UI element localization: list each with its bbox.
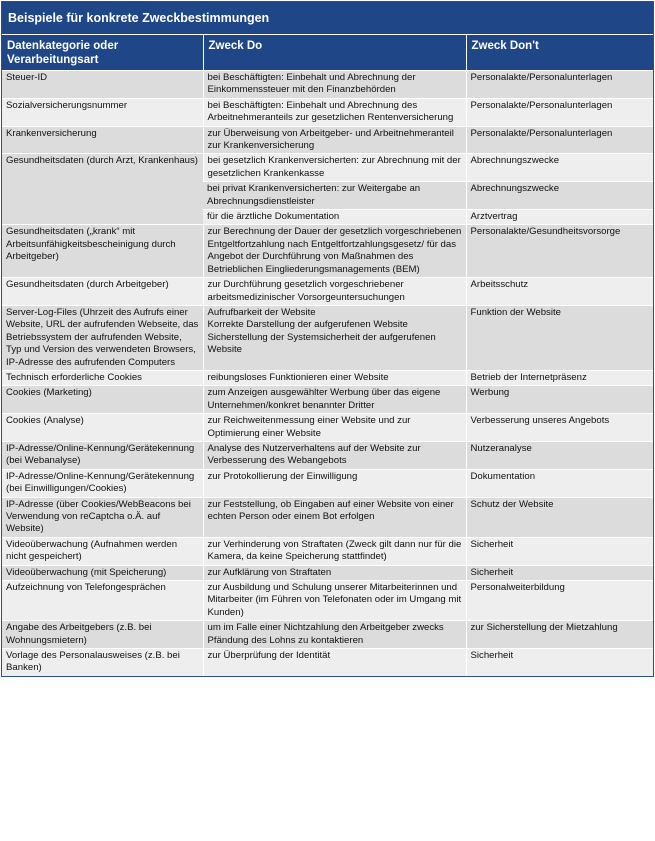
- purpose-table: [2, 34, 653, 676]
- cell-category: Sozialversicherungsnummer: [2, 98, 203, 126]
- cell-purpose-do: zur Durchführung gesetzlich vorgeschriebener arbeitsmedizinischer Vorsorgeuntersuchungen: [203, 278, 466, 306]
- table-row: [2, 305, 653, 370]
- cell-purpose-do: zum Anzeigen ausgewählter Werbung über das eigene Unternehmen/konkret benannter Dritter: [203, 386, 466, 414]
- cell-category: Vorlage des Personalausweises (z.B. bei Banken): [2, 649, 203, 676]
- table-row: [2, 621, 653, 649]
- cell-purpose-dont: Werbung: [466, 386, 653, 414]
- table-row: [2, 441, 653, 469]
- cell-purpose-do: Analyse des Nutzerverhaltens auf der Website zur Verbesserung des Webangebots: [203, 441, 466, 469]
- cell-category: Gesundheitsdaten (durch Arzt, Krankenhaus): [2, 154, 203, 225]
- table-row: [2, 225, 653, 278]
- cell-category: Server-Log-Files (Uhrzeit des Aufrufs einer Website, URL der aufrufenden Webseite, das Betriebssystem der aufrufenden Website, Typ und Version des verwendeten Browsers, IP-Adresse des aufrufenden Computers: [2, 305, 203, 370]
- cell-purpose-dont: Verbesserung unseres Angebots: [466, 414, 653, 442]
- cell-purpose-do: zur Überweisung von Arbeitgeber- und Arbeitnehmeranteil zur Krankenversicherung: [203, 126, 466, 154]
- header-purpose-dont: Zweck Don't: [466, 35, 653, 71]
- cell-purpose-do: zur Überprüfung der Identität: [203, 649, 466, 676]
- table-row: [2, 565, 653, 580]
- cell-purpose-dont: Arztvertrag: [466, 210, 653, 225]
- table-body: [2, 71, 653, 676]
- cell-purpose-dont: Betrieb der Internetpräsenz: [466, 370, 653, 385]
- cell-purpose-dont: zur Sicherstellung der Mietzahlung: [466, 621, 653, 649]
- cell-purpose-do: reibungsloses Funktionieren einer Website: [203, 370, 466, 385]
- table-row: [2, 154, 653, 182]
- header-row: [2, 35, 653, 71]
- cell-purpose-dont: Sicherheit: [466, 649, 653, 676]
- cell-category: IP-Adresse (über Cookies/WebBeacons bei Verwendung von reCaptcha o.Ä. auf Website): [2, 497, 203, 537]
- cell-category: Cookies (Marketing): [2, 386, 203, 414]
- table-row: [2, 581, 653, 621]
- cell-purpose-dont: Personalakte/Gesundheitsvorsorge: [466, 225, 653, 278]
- cell-purpose-dont: Personalakte/Personalunterlagen: [466, 98, 653, 126]
- cell-purpose-do: zur Reichweitenmessung einer Website und zur Optimierung einer Website: [203, 414, 466, 442]
- cell-category: Technisch erforderliche Cookies: [2, 370, 203, 385]
- table-row: [2, 469, 653, 497]
- table-row: [2, 497, 653, 537]
- cell-purpose-dont: Abrechnungszwecke: [466, 182, 653, 210]
- cell-purpose-dont: Sicherheit: [466, 537, 653, 565]
- table-row: [2, 414, 653, 442]
- table-row: [2, 278, 653, 306]
- cell-category: IP-Adresse/Online-Kennung/Gerätekennung (bei Einwilligungen/Cookies): [2, 469, 203, 497]
- table-row: [2, 370, 653, 385]
- cell-purpose-do: zur Ausbildung und Schulung unserer Mitarbeiterinnen und Mitarbeiter (im Führen von Telefonaten oder im Umgang mit Kunden): [203, 581, 466, 621]
- header-category: Datenkategorie oder Verarbeitungsart: [2, 35, 203, 71]
- table-row: [2, 98, 653, 126]
- table-title: Beispiele für konkrete Zweckbestimmungen: [2, 2, 653, 34]
- cell-purpose-do: bei privat Krankenversicherten: zur Weitergabe an Abrechnungsdienstleister: [203, 182, 466, 210]
- table-row: [2, 126, 653, 154]
- cell-purpose-dont: Dokumentation: [466, 469, 653, 497]
- cell-purpose-do: zur Verhinderung von Straftaten (Zweck gilt dann nur für die Kamera, da keine Speicherung stattfindet): [203, 537, 466, 565]
- cell-purpose-dont: Arbeitsschutz: [466, 278, 653, 306]
- cell-purpose-do: bei Beschäftigten: Einbehalt und Abrechnung des Arbeitnehmeranteils zur gesetzlichen Rentenversicherung: [203, 98, 466, 126]
- cell-purpose-do: bei gesetzlich Krankenversicherten: zur Abrechnung mit der gesetzlichen Krankenkasse: [203, 154, 466, 182]
- cell-purpose-dont: Schutz der Website: [466, 497, 653, 537]
- document-table-panel: [1, 1, 654, 677]
- table-row: [2, 71, 653, 99]
- cell-purpose-dont: Sicherheit: [466, 565, 653, 580]
- table-row: [2, 649, 653, 676]
- cell-purpose-dont: Abrechnungszwecke: [466, 154, 653, 182]
- cell-category: Krankenversicherung: [2, 126, 203, 154]
- cell-category: Cookies (Analyse): [2, 414, 203, 442]
- cell-category: Angabe des Arbeitgebers (z.B. bei Wohnungsmietern): [2, 621, 203, 649]
- cell-category: Videoüberwachung (mit Speicherung): [2, 565, 203, 580]
- cell-purpose-dont: Personalweiterbildung: [466, 581, 653, 621]
- cell-category: Aufzeichnung von Telefongesprächen: [2, 581, 203, 621]
- cell-purpose-do: zur Feststellung, ob Eingaben auf einer Website von einer echten Person oder einem Bot erfolgen: [203, 497, 466, 537]
- header-purpose-do: Zweck Do: [203, 35, 466, 71]
- cell-purpose-do: zur Aufklärung von Straftaten: [203, 565, 466, 580]
- cell-category: IP-Adresse/Online-Kennung/Gerätekennung (bei Webanalyse): [2, 441, 203, 469]
- cell-purpose-dont: Personalakte/Personalunterlagen: [466, 126, 653, 154]
- cell-purpose-dont: Nutzeranalyse: [466, 441, 653, 469]
- cell-purpose-do: zur Protokollierung der Einwilligung: [203, 469, 466, 497]
- cell-category: Gesundheitsdaten (durch Arbeitgeber): [2, 278, 203, 306]
- cell-purpose-do: Aufrufbarkeit der Website Korrekte Darstellung der aufgerufenen Website Sicherstellung der Systemsicherheit der aufgerufenen Website: [203, 305, 466, 370]
- cell-purpose-dont: Personalakte/Personalunterlagen: [466, 71, 653, 99]
- cell-purpose-do: um im Falle einer Nichtzahlung den Arbeitgeber zwecks Pfändung des Lohns zu kontaktieren: [203, 621, 466, 649]
- cell-purpose-do: zur Berechnung der Dauer der gesetzlich vorgeschriebenen Entgeltfortzahlung nach Entgeltfortzahlungsgesetz/ für das Angebot der Durchführung von Maßnahmen des Betrieblichen Eingliederungsmanagements (BEM): [203, 225, 466, 278]
- cell-purpose-do: für die ärztliche Dokumentation: [203, 210, 466, 225]
- cell-purpose-dont: Funktion der Website: [466, 305, 653, 370]
- cell-category: Gesundheitsdaten („krank“ mit Arbeitsunfähigkeitsbescheinigung durch Arbeitgeber): [2, 225, 203, 278]
- table-row: [2, 537, 653, 565]
- cell-category: Steuer-ID: [2, 71, 203, 99]
- cell-purpose-do: bei Beschäftigten: Einbehalt und Abrechnung der Einkommenssteuer mit den Finanzbehörden: [203, 71, 466, 99]
- cell-category: Videoüberwachung (Aufnahmen werden nicht gespeichert): [2, 537, 203, 565]
- table-row: [2, 386, 653, 414]
